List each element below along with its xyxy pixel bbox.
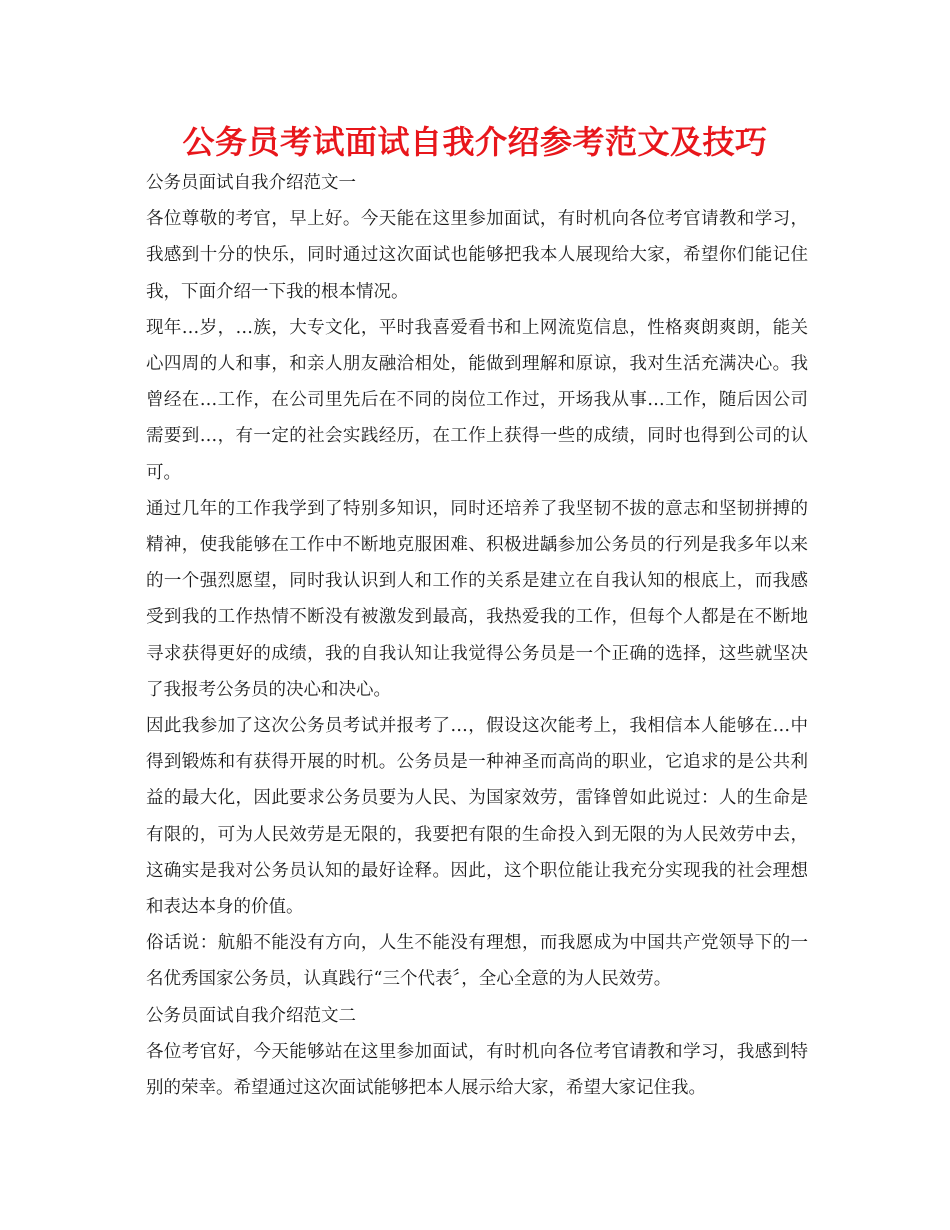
paragraph: 通过几年的工作我学到了特别多知识，同时还培养了我坚韧不拔的意志和坚韧拼搏的精神，使我能够在工作中不断地克服困难、积极进龋参加公务员的行列是我多年以来的一个强烈愿望，同时我认识到人和工作的关系是建立在自我认知的根底上，而我感受到我的工作热情不断没有被激发到最高，我热爱我的工作，但每个人都是在不断地寻求获得更好的成绩，我的自我认知让我觉得公务员是一个正确的选择，这些就坚决了我报考公务员的决心和决心。: [146, 498, 808, 700]
paragraph: 各位尊敬的考官，早上好。今天能在这里参加面试，有时机向各位考官请教和学习，我感到十分的快乐，同时通过这次面试也能够把我本人展现给大家，希望你们能记住我，下面介绍一下我的根本情况。: [146, 209, 808, 302]
paragraph: 俗话说：航船不能没有方向，人生不能没有理想，而我愿成为中国共产党领导下的一名优秀国家公务员，认真践行“三个代表〞，全心全意的为人民效劳。: [146, 933, 808, 990]
section-heading: 公务员面试自我介绍范文二: [146, 1005, 356, 1026]
document-body: [146, 165, 808, 1106]
paragraph: 各位考官好，今天能够站在这里参加面试，有时机向各位考官请教和学习，我感到特别的荣幸。希望通过这次面试能够把本人展示给大家，希望大家记住我。: [146, 1041, 808, 1099]
paragraph: 因此我参加了这次公务员考试并报考了…，假设这次能考上，我相信本人能够在…中得到锻炼和有获得开展的时机。公务员是一种神圣而高尚的职业，它追求的是公共利益的最大化，因此要求公务员要为人民、为国家效劳，雷锋曾如此说过：人的生命是有限的，可为人民效劳是无限的，我要把有限的生命投入到无限的为人民效劳中去，这确实是我对公务员认知的最好诠释。因此，这个职位能让我充分实现我的社会理想和表达本身的价值。: [146, 716, 808, 918]
paragraph: 现年…岁，…族，大专文化，平时我喜爱看书和上网流览信息，性格爽朗爽朗，能关心四周的人和事，和亲人朋友融洽相处，能做到理解和原谅，我对生活充满决心。我曾经在…工作，在公司里先后在不同的岗位工作过，开场我从事…工作，随后因公司需要到…，有一定的社会实践经历，在工作上获得一些的成绩，同时也得到公司的认可。: [146, 317, 808, 483]
section-heading: 公务员面试自我介绍范文一: [146, 173, 356, 193]
document-title: 公务员考试面试自我介绍参考范文及技巧: [182, 123, 768, 161]
